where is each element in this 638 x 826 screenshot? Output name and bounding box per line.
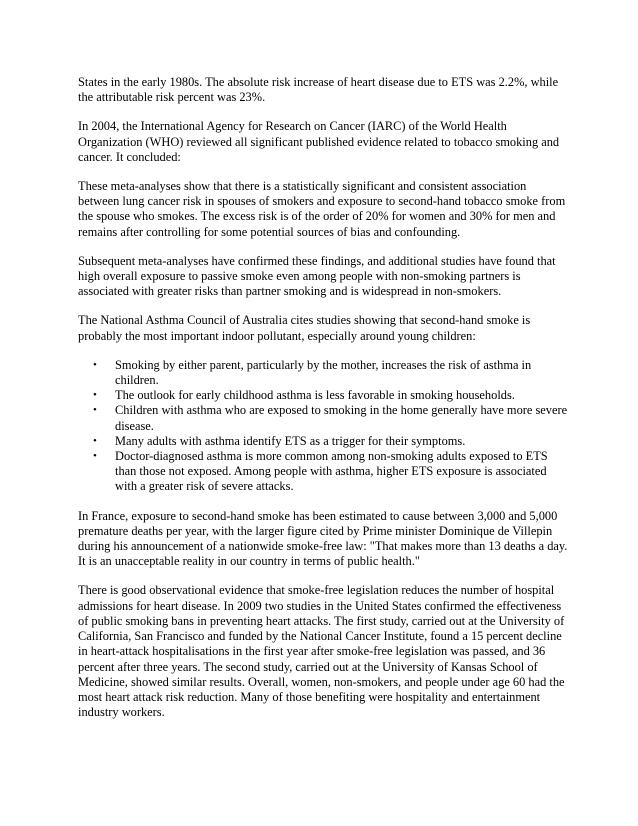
paragraph-smoke-free-legislation: There is good observational evidence that smoke-free legislation reduces the number of hospital admissions for heart disease. In 2009 two studies in the United States confirmed the effectiveness of public smoking bans in preventing heart attacks. The first study, carried out at the University of California, San Francisco and funded by the National Cancer Institute, found a 15 percent decline in heart-attack hospitalisations in the first year after smoke-free legislation was passed, and 36 percent after three years. The second study, carried out at the University of Kansas School of Medicine, showed similar results. Overall, women, non-smokers, and people under age 60 had the most heart attack risk reduction. Many of those benefiting were hospitality and entertainment industry workers. [78, 583, 565, 720]
bullet-icon: • [93, 450, 97, 463]
bullet-icon: • [93, 434, 97, 447]
list-item-text: Doctor-diagnosed asthma is more common among non-smoking adults exposed to ETS than those not exposed. Among people with asthma, higher ETS exposure is associated with a greater risk of severe attacks. [115, 449, 548, 494]
paragraph-iarc-review: In 2004, the International Agency for Research on Cancer (IARC) of the World Health Organization (WHO) reviewed all significant published evidence related to tobacco smoking and cancer. It concluded: [78, 119, 560, 164]
list-item-text: Smoking by either parent, particularly by the mother, increases the risk of asthma in children. [115, 357, 532, 388]
list-item [93, 449, 568, 495]
list-item-text: Many adults with asthma identify ETS as a trigger for their symptoms. [115, 433, 466, 448]
paragraph-france-deaths: In France, exposure to second-hand smoke has been estimated to cause between 3,000 and 5,000 premature deaths per year, with the larger figure cited by Prime minister Dominique de Villepin during his announcement of a nationwide smoke-free law: "That makes more than 13 deaths a day. It is an unacceptable reality in our country in terms of public health." [78, 508, 568, 569]
bullet-icon: • [93, 389, 97, 402]
paragraph-risk-increase: States in the early 1980s. The absolute risk increase of heart disease due to ETS was 2.2%, while the attributable risk percent was 23%. [78, 75, 559, 105]
asthma-bullet-list [78, 358, 568, 495]
list-item [93, 388, 568, 403]
paragraph-meta-analyses-quote: These meta-analyses show that there is a statistically significant and consistent association between lung cancer risk in spouses of smokers and exposure to second-hand tobacco smoke from the spouse who smokes. The excess risk is of the order of 20% for women and 30% for men and remains after controlling for some potential sources of bias and confounding. [78, 179, 566, 239]
list-item [93, 357, 568, 388]
list-item [93, 403, 568, 433]
bullet-icon: • [93, 404, 97, 417]
list-item-text: The outlook for early childhood asthma is less favorable in smoking households. [115, 388, 515, 403]
list-item [93, 433, 568, 449]
paragraph-asthma-council: The National Asthma Council of Australia cites studies showing that second-hand smoke is probably the most important indoor pollutant, especially around young children: [78, 313, 531, 343]
document-body [78, 75, 568, 734]
paragraph-subsequent-findings: Subsequent meta-analyses have confirmed these findings, and additional studies have found that high overall exposure to passive smoke even among people with non-smoking partners is associated with greater risks than partner smoking and is widespread in non-smokers. [78, 253, 556, 299]
list-item-text: Children with asthma who are exposed to smoking in the home generally have more severe disease. [115, 403, 568, 433]
bullet-icon: • [93, 358, 97, 371]
